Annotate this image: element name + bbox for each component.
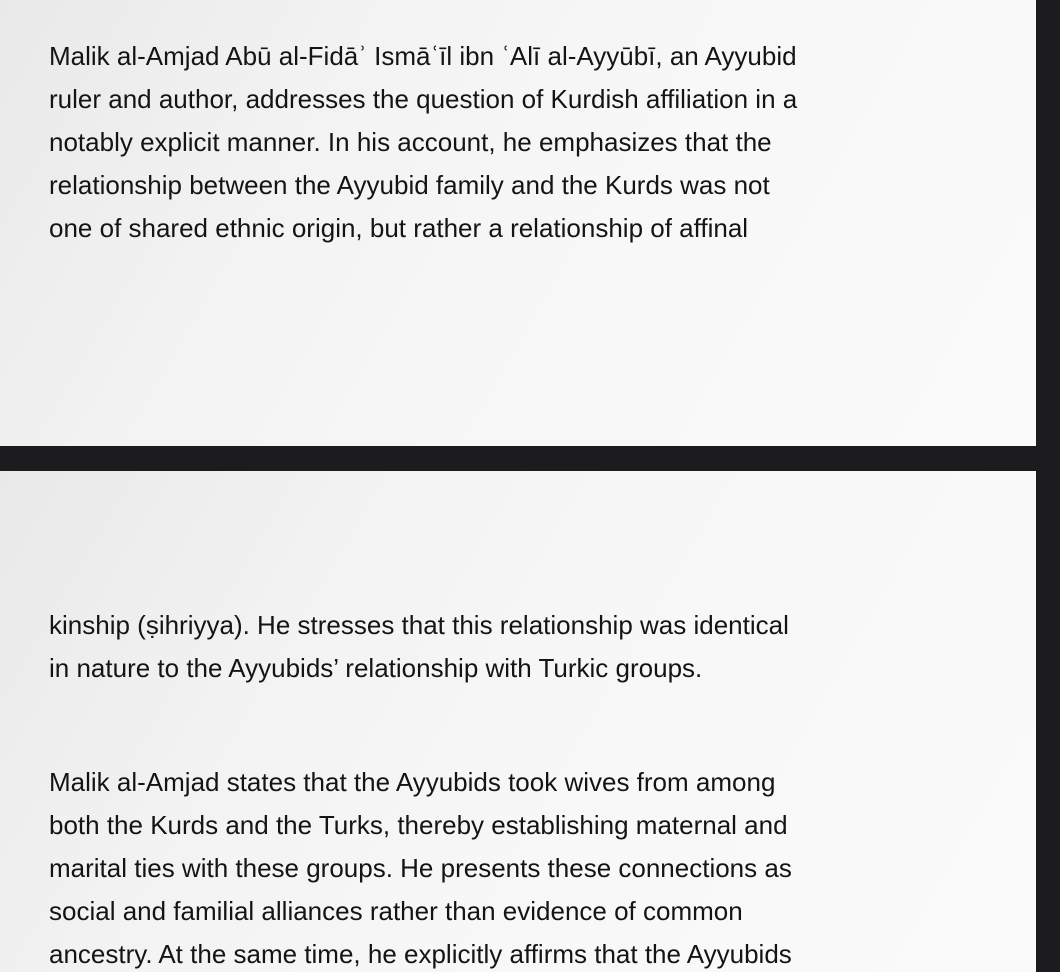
text-line: ancestry. At the same time, he explicitly affirms that the Ayyubids xyxy=(49,939,792,969)
text-line: Malik al-Amjad states that the Ayyubids took wives from among xyxy=(49,767,776,797)
text-line: notably explicit manner. In his account, he emphasizes that the xyxy=(49,127,772,157)
document-page-top xyxy=(0,0,1036,447)
paragraph-marriage-alliances xyxy=(49,761,909,972)
page-separator xyxy=(0,446,1060,471)
text-line: both the Kurds and the Turks, thereby establishing maternal and xyxy=(49,810,788,840)
document-page-bottom xyxy=(0,471,1036,972)
text-line: relationship between the Ayyubid family and the Kurds was not xyxy=(49,170,770,200)
text-line: ruler and author, addresses the question of Kurdish affiliation in a xyxy=(49,84,798,114)
right-edge-background xyxy=(1036,0,1060,972)
text-line: Malik al-Amjad Abū al-Fidāʾ Ismāʿīl ibn ʿAlī al-Ayyūbī, an Ayyubid xyxy=(49,41,797,71)
text-line: social and familial alliances rather than evidence of common xyxy=(49,896,743,926)
text-line: one of shared ethnic origin, but rather a relationship of affinal xyxy=(49,213,749,243)
text-line: marital ties with these groups. He presents these connections as xyxy=(49,853,792,883)
paragraph-abu-al-fida-intro xyxy=(49,35,909,250)
text-line: kinship (ṣihriyya). He stresses that this relationship was identical xyxy=(49,610,789,640)
text-line: in nature to the Ayyubids’ relationship with Turkic groups. xyxy=(49,653,703,683)
paragraph-kinship-continued xyxy=(49,604,909,690)
